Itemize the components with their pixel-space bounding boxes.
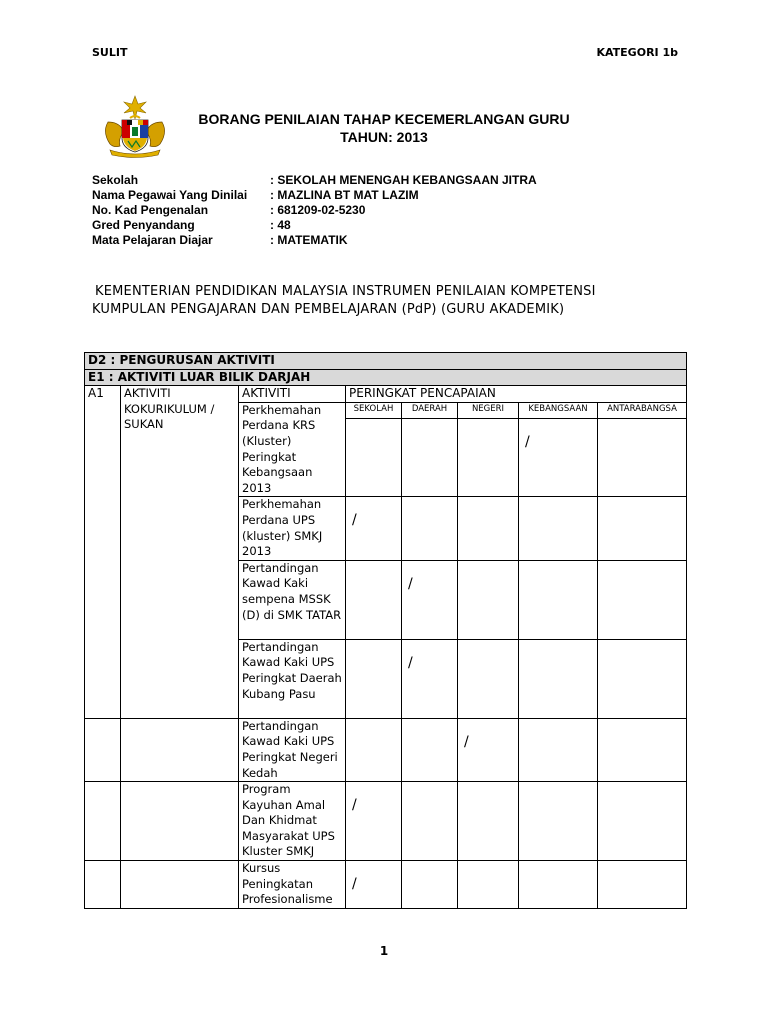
mark-cell <box>519 861 598 909</box>
info-row-name <box>92 188 537 203</box>
mark-cell <box>458 419 519 497</box>
info-value: : 48 <box>270 218 291 232</box>
mark-cell <box>458 639 519 718</box>
mark-cell <box>519 782 598 861</box>
level-kebangsaan: KEBANGSAAN <box>519 402 598 419</box>
mark-cell <box>346 560 402 639</box>
level-sekolah: SEKOLAH <box>346 402 402 419</box>
mark-cell <box>598 497 687 560</box>
info-row-ic <box>92 203 537 218</box>
mark-cell <box>598 861 687 909</box>
header-left: SULIT <box>92 46 128 59</box>
mark-cell <box>458 560 519 639</box>
level-column-header: PERINGKAT PENCAPAIAN <box>346 386 687 403</box>
mark-cell <box>519 718 598 781</box>
mark-cell: / <box>402 639 458 718</box>
coat-of-arms-icon <box>100 94 170 158</box>
form-title-line1: BORANG PENILAIAN TAHAP KECEMERLANGAN GURU <box>198 111 570 127</box>
mark-cell: / <box>402 560 458 639</box>
mark-cell <box>346 718 402 781</box>
mark-cell <box>598 560 687 639</box>
info-label: No. Kad Pengenalan <box>92 203 209 217</box>
empty-code-cell <box>85 718 121 781</box>
mark-cell <box>598 639 687 718</box>
category-label: AKTIVITI KOKURIKULUM / SUKAN <box>121 386 239 719</box>
mark-cell <box>519 560 598 639</box>
info-label: Gred Penyandang <box>92 218 195 232</box>
table-row <box>85 861 687 909</box>
level-daerah: DAERAH <box>402 402 458 419</box>
header-right: KATEGORI 1b <box>596 46 678 59</box>
activity-table <box>84 352 687 909</box>
mark-cell <box>598 718 687 781</box>
level-negeri: NEGERI <box>458 402 519 419</box>
activity-cell: Program Kayuhan Amal Dan Khidmat Masyarakat UPS Kluster SMKJ <box>239 782 346 861</box>
mark-cell <box>458 782 519 861</box>
info-value: : SEKOLAH MENENGAH KEBANGSAAN JITRA <box>270 173 537 187</box>
mark-cell: / <box>458 718 519 781</box>
mark-cell <box>458 861 519 909</box>
page-number: 1 <box>379 944 389 958</box>
mark-cell <box>402 497 458 560</box>
mark-cell <box>402 419 458 497</box>
level-antarabangsa: ANTARABANGSA <box>598 402 687 419</box>
mark-cell <box>598 419 687 497</box>
mark-cell <box>402 782 458 861</box>
mark-cell <box>402 718 458 781</box>
activity-cell: Perkhemahan Perdana KRS (Kluster) Peringkat Kebangsaan 2013 <box>239 402 346 497</box>
mark-cell <box>519 497 598 560</box>
info-value: : MATEMATIK <box>270 233 348 247</box>
info-label: Mata Pelajaran Diajar <box>92 233 213 247</box>
item-code: A1 <box>85 386 121 719</box>
info-label: Nama Pegawai Yang Dinilai <box>92 188 248 202</box>
empty-category-cell <box>121 782 239 861</box>
activity-cell: Perkhemahan Perdana UPS (kluster) SMKJ 2013 <box>239 497 346 560</box>
table-row <box>85 782 687 861</box>
ministry-heading <box>92 283 596 319</box>
section-d2-title: D2 : PENGURUSAN AKTIVITI <box>85 353 687 370</box>
form-year: TAHUN: 2013 <box>340 129 428 145</box>
empty-category-cell <box>121 861 239 909</box>
table-header-row <box>85 386 687 403</box>
mark-cell: / <box>346 782 402 861</box>
empty-category-cell <box>121 718 239 781</box>
mark-cell <box>519 639 598 718</box>
activity-cell: Pertandingan Kawad Kaki UPS Peringkat Negeri Kedah <box>239 718 346 781</box>
mark-cell: / <box>519 419 598 497</box>
mark-cell <box>458 497 519 560</box>
form-title <box>170 110 598 146</box>
mark-cell <box>598 782 687 861</box>
ministry-heading-line1: KEMENTERIAN PENDIDIKAN MALAYSIA INSTRUMEN PENILAIAN KOMPETENSI <box>95 284 596 299</box>
ministry-heading-line2: KUMPULAN PENGAJARAN DAN PEMBELAJARAN (PdP) (GURU AKADEMIK) <box>92 302 565 317</box>
activity-column-header: AKTIVITI <box>239 386 346 403</box>
mark-cell: / <box>346 497 402 560</box>
activity-cell: Kursus Peningkatan Profesionalisme <box>239 861 346 909</box>
info-label: Sekolah <box>92 173 139 187</box>
table-row <box>85 718 687 781</box>
info-value: : MAZLINA BT MAT LAZIM <box>270 188 419 202</box>
info-row-subject <box>92 233 537 248</box>
mark-cell <box>346 639 402 718</box>
mark-cell <box>346 419 402 497</box>
teacher-info <box>92 173 537 248</box>
info-row-school <box>92 173 537 188</box>
section-e1-title: E1 : AKTIVITI LUAR BILIK DARJAH <box>85 369 687 386</box>
empty-code-cell <box>85 782 121 861</box>
section-d2-row <box>85 353 687 370</box>
empty-code-cell <box>85 861 121 909</box>
activity-cell: Pertandingan Kawad Kaki UPS Peringkat Daerah Kubang Pasu <box>239 639 346 718</box>
info-value: : 681209-02-5230 <box>270 203 366 217</box>
section-e1-row <box>85 369 687 386</box>
activity-cell: Pertandingan Kawad Kaki sempena MSSK (D) di SMK TATAR <box>239 560 346 639</box>
mark-cell: / <box>346 861 402 909</box>
info-row-grade <box>92 218 537 233</box>
mark-cell <box>402 861 458 909</box>
